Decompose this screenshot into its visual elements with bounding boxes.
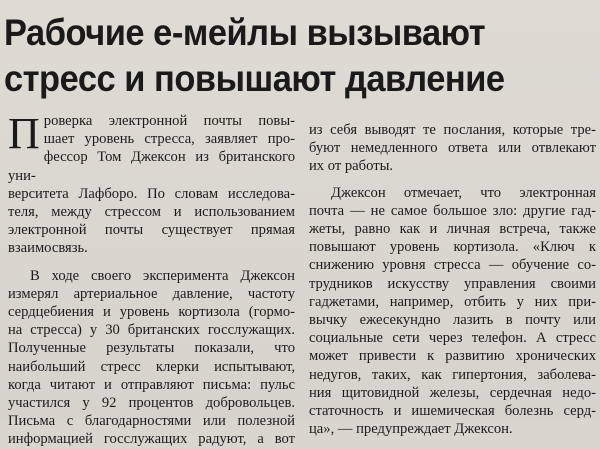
- text-line: измерял артериальное давление, частоту: [8, 285, 295, 302]
- text-line: из себя выводят те послания, которые тре-: [309, 122, 596, 138]
- text-line: Письма с благодарностями или полезной: [8, 413, 295, 430]
- paragraph-quote: [309, 184, 596, 439]
- text-line: участился у 92 процентов добровольцев.: [8, 395, 295, 412]
- text-line: трудников искусству управления своими: [309, 275, 596, 292]
- paragraph-experiment: [8, 267, 295, 449]
- text-line: Джексон отмечает, что электронная: [331, 184, 596, 201]
- text-line: В ходе своего эксперимента Джексон: [30, 267, 295, 284]
- text-line: социальные сети через телефон. А стресс: [309, 330, 596, 347]
- text-line: наибольший стресс клерки испытывают,: [8, 358, 295, 375]
- text-line: шает уровень стресса, заявляет про-: [43, 131, 295, 148]
- text-line: снижению уровня стресса — обучение со-: [309, 257, 596, 274]
- text-line: вычку ежесекундно лазить в почту или: [309, 312, 596, 329]
- text-line: электронной почты существует прямая: [8, 222, 295, 239]
- text-line: их от работы.: [309, 158, 394, 175]
- text-line: почта — не самое большое зло: другие гад-: [309, 202, 596, 219]
- text-line: жеты, равно как и личная встреча, также: [309, 221, 596, 238]
- drop-cap: П: [8, 109, 40, 158]
- text-line: информацией госслужащих радуют, а вот: [8, 431, 295, 448]
- text-line: когда читают и отправляют письма: пульс: [8, 376, 295, 393]
- text-line: недугов, таких, как гипертония, заболева-: [309, 366, 596, 383]
- text-line: ния щитовидной железы, сердечная недо-: [309, 384, 596, 401]
- article-column-left: [8, 109, 295, 449]
- text-line: гаджетами, например, отбить у них при-: [309, 293, 596, 310]
- headline-line-2: стресс и повышают давление: [4, 58, 505, 99]
- text-line: статочность и ишемическая болезнь серд-: [309, 403, 596, 420]
- text-line: буют немедленного ответа или отвлекают: [309, 140, 596, 157]
- paragraph-intro: [8, 109, 295, 258]
- text-line: ца», — предупреждает Джексон.: [309, 421, 513, 438]
- text-line: теля, между стрессом и использованием: [8, 204, 295, 221]
- text-line: на стресса) у 30 британских госслужащих.: [8, 322, 295, 339]
- text-line: Полученные результаты показали, что: [8, 340, 295, 357]
- text-line: роверка электронной почты повы-: [43, 113, 295, 129]
- text-line: взаимосвязь.: [8, 240, 88, 257]
- text-line: повышают уровень кортизола. «Ключ к: [309, 239, 596, 256]
- paragraph-continuation: [309, 121, 596, 176]
- article-column-right: [309, 121, 596, 438]
- text-line: фессор Том Джексон из британского уни-: [8, 149, 295, 184]
- text-line: верситета Лафборо. По словам исследова-: [8, 185, 295, 202]
- text-line: сердцебиения и уровень кортизола (гормо-: [8, 304, 295, 321]
- text-line: может привести к развитию хронических: [309, 348, 596, 365]
- headline: [4, 10, 555, 102]
- headline-line-1: Рабочие е-мейлы вызывают: [4, 12, 486, 53]
